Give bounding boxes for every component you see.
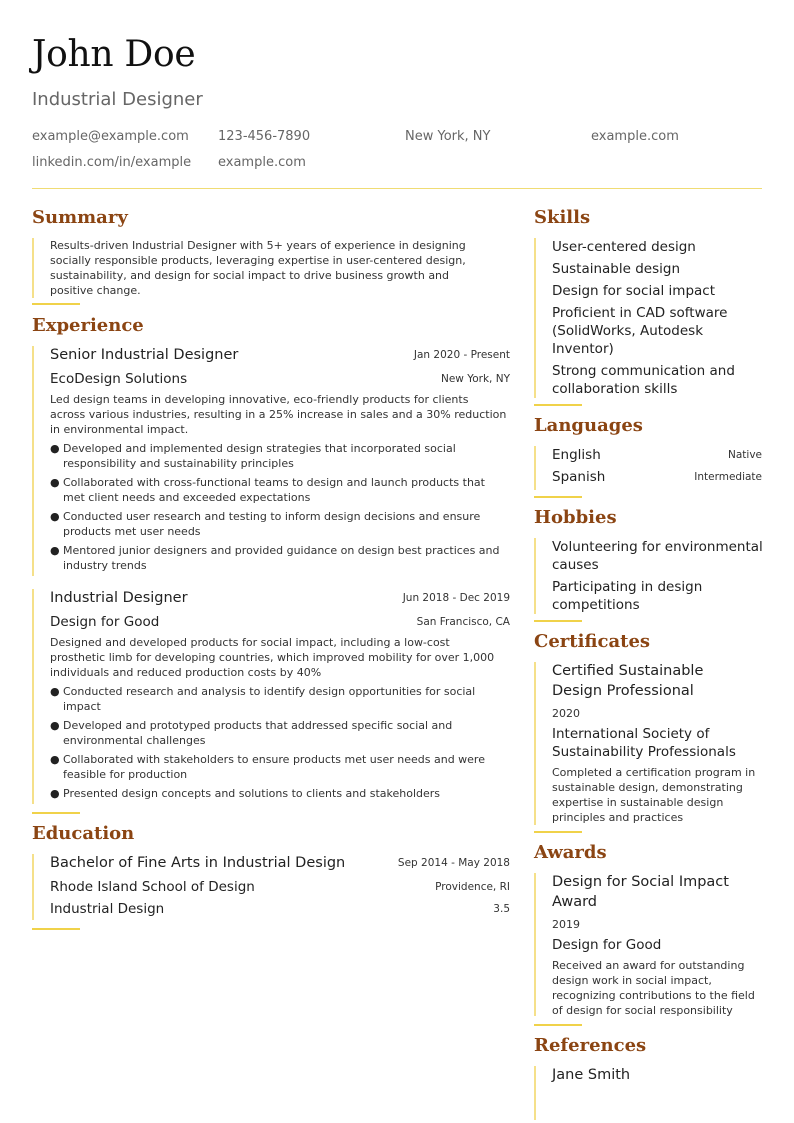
resume-name: John Doe [32,34,196,75]
summary-heading: Summary [32,207,128,228]
hobby-item: Participating in design [552,579,703,595]
job-bullet-line: industry trends [63,559,147,572]
certificate-issuer: International Society of [552,726,710,742]
language-level: Intermediate [694,471,762,483]
certificate-desc: sustainable design, demonstrating [552,781,743,794]
awards-heading: Awards [534,842,607,863]
award-desc: Received an award for outstanding [552,959,745,972]
bullet-icon: ● [50,442,60,455]
contact-email[interactable]: example@example.com [32,129,189,144]
job-location: New York, NY [440,373,510,385]
certificates-heading: Certificates [534,631,651,652]
job-title: Industrial Designer [50,590,188,606]
job-bar [32,589,34,804]
bullet-icon: ● [50,510,60,523]
job-desc-line: Led design teams in developing innovative, eco-friendly products for clients [50,393,469,406]
certificate-desc: principles and practices [552,811,684,824]
job-bullet-line: Presented design concepts and solutions to clients and stakeholders [63,787,441,800]
summary-bar [32,238,34,298]
job-bullet-line: Collaborated with stakeholders to ensure products met user needs and were [63,753,485,766]
job-bullet-line: Mentored junior designers and provided guidance on design best practices and [63,544,500,557]
job-bullet-line: Developed and prototyped products that addressed specific social and [63,719,453,732]
job-desc-line: in environmental impact. [50,423,189,436]
certificate-desc: Completed a certification program in [552,766,756,779]
education-bar [32,854,34,920]
job-bullet-line: environmental challenges [63,734,206,747]
job-desc-line: Designed and developed products for social impact, including a low-cost [50,636,450,649]
job-dates: Jan 2020 - Present [413,349,510,361]
award-name: Award [552,894,597,910]
summary-line: Results-driven Industrial Designer with 5+ years of experience in designing [50,239,466,252]
contact-phone[interactable]: 123-456-7890 [218,129,311,144]
bullet-icon: ● [50,476,60,489]
job-bullet-line: Collaborated with cross-functional teams to design and launch products that [63,476,485,489]
contact-website-2[interactable]: example.com [218,155,306,170]
education-dates: Sep 2014 - May 2018 [397,857,510,869]
bullet-icon: ● [50,719,60,732]
skill-item: Design for social impact [552,283,715,299]
job-desc-line: prosthetic limb for developing countries, which improved mobility for over 1,000 [50,651,495,664]
skills-heading: Skills [534,207,591,228]
school: Rhode Island School of Design [50,879,255,895]
field-of-study: Industrial Design [50,901,165,917]
skill-item: Strong communication and [552,363,735,379]
award-year: 2019 [552,918,580,931]
contact-linkedin[interactable]: linkedin.com/in/example [32,155,192,170]
job-bullet-line: feasible for production [63,768,188,781]
bullet-icon: ● [50,753,60,766]
summary-line: sustainability, and design for social impact to drive business growth and [50,269,450,282]
contact-website[interactable]: example.com [591,129,679,144]
hobby-item: competitions [552,597,640,613]
skill-item: Sustainable design [552,261,681,277]
certificate-name: Certified Sustainable [552,663,704,679]
bullet-icon: ● [50,787,60,800]
section-divider [32,303,80,305]
languages-bar [534,446,536,490]
bullet-icon: ● [50,685,60,698]
skill-item: (SolidWorks, Autodesk [552,323,704,339]
certificate-desc: expertise in sustainable design [552,796,724,809]
skill-item: Inventor) [552,341,614,357]
job-title: Senior Industrial Designer [50,347,239,363]
language-level: Native [728,449,762,461]
section-divider [32,812,80,814]
award-desc: design work in social impact, [552,974,712,987]
certificates-bar [534,662,536,825]
hobby-item: Volunteering for environmental [552,539,763,555]
contact-location: New York, NY [405,129,491,144]
job-bar [32,346,34,576]
header-divider [32,188,762,189]
gpa: 3.5 [493,903,510,915]
skill-item: User-centered design [552,239,696,255]
job-location: San Francisco, CA [416,616,510,628]
certificate-name: Design Professional [552,683,694,699]
language-name: Spanish [552,469,606,485]
job-company: Design for Good [50,614,160,630]
reference-name: Jane Smith [552,1067,631,1083]
summary-line: socially responsible products, leveraging expertise in user-centered design, [50,254,466,267]
job-bullet-line: Conducted user research and testing to inform design decisions and ensure [63,510,481,523]
section-divider [534,1024,582,1026]
certificate-year: 2020 [552,707,580,720]
job-title: Industrial Designer [32,89,203,110]
job-desc-line: across various industries, resulting in a 25% increase in sales and a 30% reduction [50,408,507,421]
references-heading: References [534,1035,647,1056]
certificate-issuer: Sustainability Professionals [552,744,736,760]
job-bullet-line: impact [63,700,101,713]
hobbies-bar [534,538,536,614]
section-divider [534,404,582,406]
references-bar [534,1066,536,1120]
summary-line: positive change. [50,284,141,297]
award-desc: of design for social responsibility [552,1004,733,1017]
job-bullet-line: met client needs and exceeded expectations [63,491,311,504]
experience-heading: Experience [32,315,144,336]
degree: Bachelor of Fine Arts in Industrial Design [50,855,346,871]
bullet-icon: ● [50,544,60,557]
job-desc-line: individuals and reduced production costs by 40% [50,666,322,679]
award-issuer: Design for Good [552,937,662,953]
skill-item: collaboration skills [552,381,678,397]
awards-bar [534,873,536,1016]
job-dates: Jun 2018 - Dec 2019 [402,592,510,604]
hobby-item: causes [552,557,599,573]
job-bullet-line: Conducted research and analysis to identify design opportunities for social [63,685,476,698]
languages-heading: Languages [534,415,643,436]
award-name: Design for Social Impact [552,874,729,890]
section-divider [534,620,582,622]
hobbies-heading: Hobbies [534,507,617,528]
job-bullet-line: Developed and implemented design strategies that incorporated social [63,442,456,455]
job-company: EcoDesign Solutions [50,371,188,387]
section-divider [534,496,582,498]
job-bullet-line: responsibility and sustainability principles [63,457,294,470]
job-bullet-line: products met user needs [63,525,201,538]
section-divider [534,831,582,833]
school-location: Providence, RI [435,881,510,893]
language-name: English [552,447,601,463]
section-divider [32,928,80,930]
education-heading: Education [32,823,135,844]
award-desc: recognizing contributions to the field [552,989,755,1002]
skills-bar [534,238,536,398]
skill-item: Proficient in CAD software [552,305,728,321]
